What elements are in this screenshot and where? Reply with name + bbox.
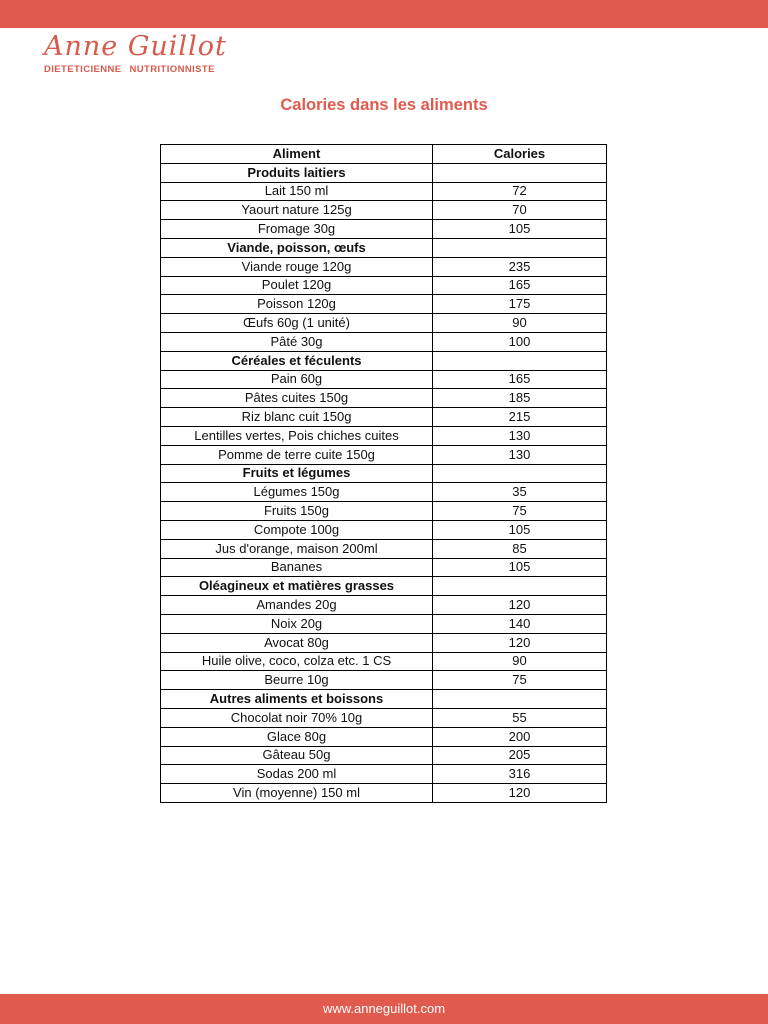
table-row — [161, 671, 607, 690]
calories-value — [433, 163, 607, 182]
food-name: Compote 100g — [161, 520, 433, 539]
calories-value — [433, 464, 607, 483]
calories-value: 185 — [433, 389, 607, 408]
table-row — [161, 295, 607, 314]
calories-value: 70 — [433, 201, 607, 220]
table-header-row — [161, 145, 607, 164]
table-row — [161, 652, 607, 671]
calories-value — [433, 238, 607, 257]
footer-banner — [0, 994, 768, 1024]
calories-table — [160, 144, 607, 803]
calories-value: 75 — [433, 671, 607, 690]
calories-value: 120 — [433, 784, 607, 803]
calories-value: 72 — [433, 182, 607, 201]
brand-subtitle — [44, 64, 227, 75]
food-name: Avocat 80g — [161, 633, 433, 652]
food-name: Lentilles vertes, Pois chiches cuites — [161, 426, 433, 445]
food-name: Bananes — [161, 558, 433, 577]
category-label: Produits laitiers — [161, 163, 433, 182]
table-row — [161, 276, 607, 295]
table-row — [161, 502, 607, 521]
header-calories: Calories — [433, 145, 607, 164]
page-title: Calories dans les aliments — [280, 96, 488, 114]
food-name: Poisson 120g — [161, 295, 433, 314]
table-row — [161, 182, 607, 201]
calories-value: 75 — [433, 502, 607, 521]
category-row — [161, 351, 607, 370]
calories-value: 105 — [433, 520, 607, 539]
food-name: Beurre 10g — [161, 671, 433, 690]
footer-website-link[interactable]: www.anneguillot.com — [322, 1001, 446, 1016]
table-row — [161, 220, 607, 239]
table-row — [161, 708, 607, 727]
food-name: Glace 80g — [161, 727, 433, 746]
table-row — [161, 746, 607, 765]
calories-value: 35 — [433, 483, 607, 502]
calories-value: 130 — [433, 445, 607, 464]
table-row — [161, 408, 607, 427]
category-row — [161, 577, 607, 596]
calories-value: 205 — [433, 746, 607, 765]
table-row — [161, 314, 607, 333]
calories-value: 105 — [433, 220, 607, 239]
table-row — [161, 765, 607, 784]
calories-value: 215 — [433, 408, 607, 427]
calories-value: 200 — [433, 727, 607, 746]
header-aliment: Aliment — [161, 145, 433, 164]
calories-value: 100 — [433, 332, 607, 351]
table-row — [161, 332, 607, 351]
category-label: Céréales et féculents — [161, 351, 433, 370]
table-row — [161, 539, 607, 558]
food-name: Gâteau 50g — [161, 746, 433, 765]
food-name: Pain 60g — [161, 370, 433, 389]
calories-value: 120 — [433, 633, 607, 652]
food-name: Fromage 30g — [161, 220, 433, 239]
table-row — [161, 727, 607, 746]
food-name: Lait 150 ml — [161, 182, 433, 201]
table-row — [161, 201, 607, 220]
table-row — [161, 370, 607, 389]
category-row — [161, 464, 607, 483]
calories-value: 235 — [433, 257, 607, 276]
food-name: Fruits 150g — [161, 502, 433, 521]
calories-value: 140 — [433, 614, 607, 633]
calories-value: 55 — [433, 708, 607, 727]
food-name: Jus d'orange, maison 200ml — [161, 539, 433, 558]
table-row — [161, 520, 607, 539]
brand-subtitle-left: DIETETICIENNE — [44, 64, 122, 75]
food-name: Sodas 200 ml — [161, 765, 433, 784]
calories-value: 85 — [433, 539, 607, 558]
brand-name: Anne Guillot — [44, 31, 227, 62]
calories-value: 316 — [433, 765, 607, 784]
table-row — [161, 445, 607, 464]
food-name: Pomme de terre cuite 150g — [161, 445, 433, 464]
calories-value: 130 — [433, 426, 607, 445]
table-row — [161, 257, 607, 276]
calories-value: 90 — [433, 652, 607, 671]
calories-table-body — [161, 145, 607, 803]
brand-subtitle-right: NUTRITIONNISTE — [129, 64, 215, 75]
food-name: Amandes 20g — [161, 596, 433, 615]
food-name: Poulet 120g — [161, 276, 433, 295]
food-name: Noix 20g — [161, 614, 433, 633]
table-row — [161, 633, 607, 652]
calories-value: 165 — [433, 276, 607, 295]
table-row — [161, 784, 607, 803]
category-label: Fruits et légumes — [161, 464, 433, 483]
food-name: Riz blanc cuit 150g — [161, 408, 433, 427]
food-name: Chocolat noir 70% 10g — [161, 708, 433, 727]
calories-value: 120 — [433, 596, 607, 615]
category-label: Autres aliments et boissons — [161, 690, 433, 709]
top-banner — [0, 0, 768, 28]
table-row — [161, 596, 607, 615]
calories-value: 165 — [433, 370, 607, 389]
table-row — [161, 426, 607, 445]
calories-value — [433, 690, 607, 709]
food-name: Yaourt nature 125g — [161, 201, 433, 220]
category-row — [161, 238, 607, 257]
food-name: Vin (moyenne) 150 ml — [161, 784, 433, 803]
food-name: Viande rouge 120g — [161, 257, 433, 276]
food-name: Œufs 60g (1 unité) — [161, 314, 433, 333]
table-row — [161, 614, 607, 633]
calories-value — [433, 351, 607, 370]
category-row — [161, 163, 607, 182]
table-row — [161, 483, 607, 502]
food-name: Pâtes cuites 150g — [161, 389, 433, 408]
food-name: Pâté 30g — [161, 332, 433, 351]
calories-value: 90 — [433, 314, 607, 333]
table-row — [161, 558, 607, 577]
calories-value: 175 — [433, 295, 607, 314]
calories-value — [433, 577, 607, 596]
category-row — [161, 690, 607, 709]
category-label: Oléagineux et matières grasses — [161, 577, 433, 596]
category-label: Viande, poisson, œufs — [161, 238, 433, 257]
table-row — [161, 389, 607, 408]
brand-logo — [44, 33, 227, 75]
food-name: Légumes 150g — [161, 483, 433, 502]
food-name: Huile olive, coco, colza etc. 1 CS — [161, 652, 433, 671]
calories-value: 105 — [433, 558, 607, 577]
